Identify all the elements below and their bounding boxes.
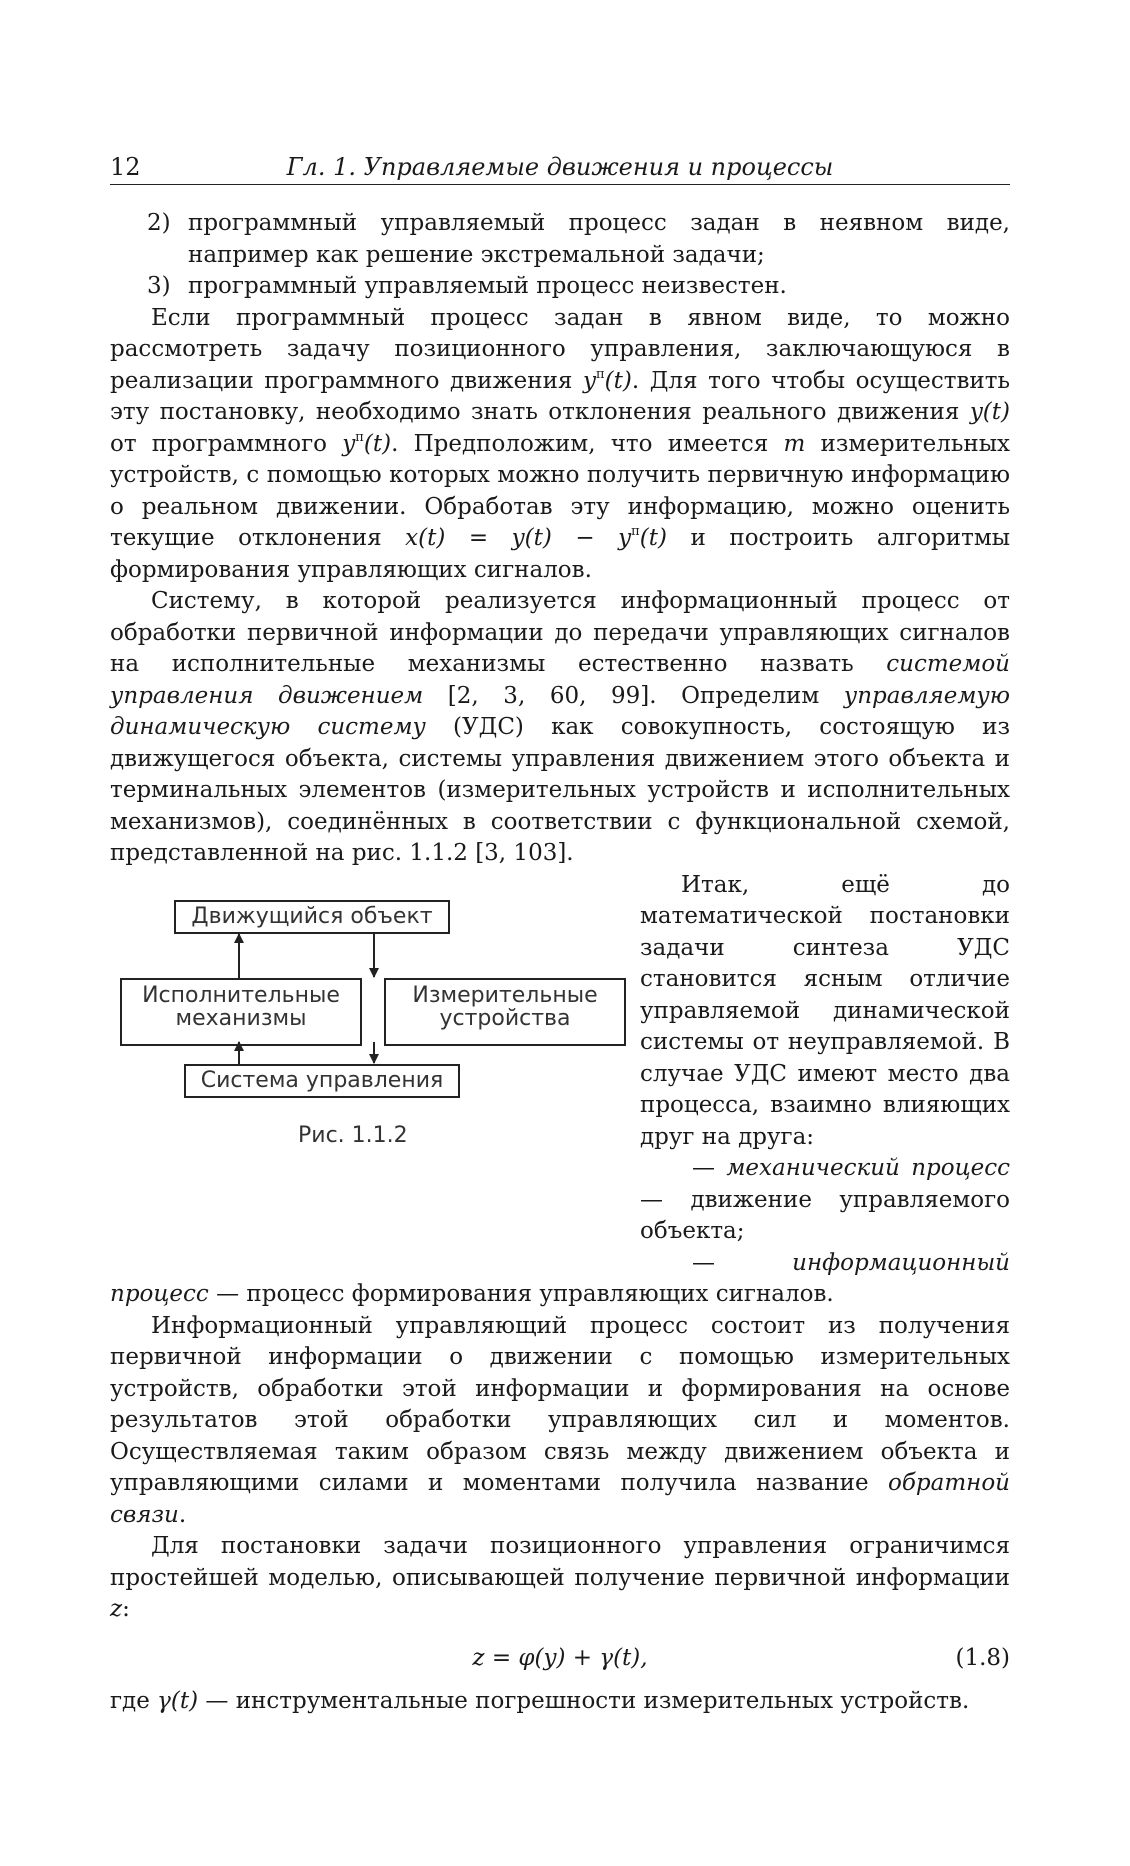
page-body bbox=[110, 208, 1010, 1717]
box-label: Измерительные bbox=[412, 982, 598, 1008]
paragraph-model bbox=[110, 1531, 1010, 1626]
text: . bbox=[178, 1501, 187, 1528]
term-emphasis: обратной связи bbox=[110, 1470, 1010, 1528]
list-item-text: программный управляемый процесс неизвестен. bbox=[188, 273, 787, 299]
term-emphasis: управляемую динамическую систему bbox=[110, 682, 1010, 740]
text: и построить алгоритмы формирования управляющих сигналов. bbox=[110, 525, 1011, 583]
dash-marker: — bbox=[692, 1249, 715, 1276]
math-symbol: y bbox=[342, 430, 356, 457]
equation-expression: z = φ(y) + γ(t), bbox=[472, 1644, 648, 1671]
arrow-down-icon bbox=[369, 968, 379, 978]
box-sensors bbox=[384, 978, 626, 1046]
arrow-up-icon bbox=[234, 1041, 244, 1051]
dash-item bbox=[110, 1248, 1010, 1311]
math-yp bbox=[342, 431, 391, 457]
math-yt: y(t) bbox=[969, 399, 1010, 425]
math-z: z bbox=[110, 1596, 123, 1622]
figure-block-diagram bbox=[110, 876, 640, 1254]
math-deviation bbox=[405, 525, 667, 551]
superscript: п bbox=[355, 429, 364, 445]
equation-1-8 bbox=[110, 1635, 1010, 1683]
superscript: п bbox=[595, 366, 605, 382]
text: . Предположим, что имеется bbox=[391, 430, 784, 457]
equation-number: (1.8) bbox=[955, 1644, 1010, 1671]
paragraph-feedback bbox=[110, 1311, 1010, 1532]
math-yp bbox=[583, 368, 632, 394]
text: — движение управляемого объекта; bbox=[640, 1186, 1010, 1244]
box-label: устройства bbox=[439, 1005, 571, 1031]
arrow-up-icon bbox=[234, 933, 244, 943]
text: где bbox=[110, 1687, 158, 1714]
math-symbol: y bbox=[582, 367, 596, 394]
figure-caption: Рис. 1.1.2 bbox=[298, 1122, 408, 1148]
paragraph-distinction: Итак, ещё до математической постановки задачи синтеза УДС становится ясным отличие управляемой динамической системы от неуправляемой. В случае УДС имеют место два процесса, взаимно влияющих друг на друга: bbox=[640, 871, 1010, 1150]
text: . Для того чтобы осуществить эту постановку, необходимо знать отклонения реального движения bbox=[110, 367, 1010, 425]
dash-marker: — bbox=[692, 1155, 715, 1181]
box-label: Исполнительные bbox=[142, 982, 340, 1008]
term-emphasis: информационный процесс bbox=[110, 1249, 1010, 1307]
list-item bbox=[110, 208, 1010, 271]
text: : bbox=[122, 1596, 130, 1622]
term-emphasis: механический процесс bbox=[726, 1155, 1011, 1181]
text: [2, 3, 60, 99]. Определим bbox=[423, 682, 844, 709]
list-item-text: программный управляемый процесс задан в неявном виде, например как решение экстремальной задачи; bbox=[188, 210, 1010, 268]
text: — инструментальные погрешности измерительных устройств. bbox=[198, 1687, 970, 1714]
text: измерительных устройств, с помощью которых можно получить первичную информацию о реальном движении. Обработав эту информацию, можно оценить текущие отклонения bbox=[110, 430, 1010, 551]
term-emphasis: системой управления движением bbox=[110, 651, 1010, 709]
page-header bbox=[110, 152, 1010, 185]
page-number: 12 bbox=[110, 153, 141, 181]
text-with-figure: (УДС) как совокупность, состоящую из движущегося объекта, системы управления движением этого объекта и терминальных элементов (измерительных устройств и исполнительных механизмов), соединённых в соответствии с функциональной схемой, представленной на рис. 1.1.2 [3, 103]. bbox=[110, 714, 1010, 866]
box-label: Движущийся объект bbox=[191, 903, 433, 929]
paragraph-program-process bbox=[110, 303, 1010, 587]
text: Для постановки задачи позиционного управления ограничимся простейшей моделью, описывающей получение первичной информации bbox=[110, 1533, 1010, 1591]
text: от программного bbox=[110, 430, 343, 457]
text: Если программный процесс задан в явном виде, то можно рассмотреть задачу позиционного управления, заключающуюся в реализации программного движения bbox=[110, 304, 1010, 394]
text: — процесс формирования управляющих сигналов. bbox=[208, 1281, 834, 1307]
box-label: Система управления bbox=[200, 1067, 444, 1093]
math-arg: (t) bbox=[639, 525, 667, 551]
math-expr: x(t) = y(t) − y bbox=[405, 525, 632, 551]
list-marker: 3) bbox=[147, 273, 171, 299]
math-gamma: γ(t) bbox=[157, 1687, 199, 1714]
list-marker: 2) bbox=[147, 210, 171, 236]
text: Информационный управляющий процесс состоит из получения первичной информации о движении с помощью измерительных устройств, обработки этой информации и формирования на основе результатов этой обработки управляющих сил и моментов. Осуществляемая таким образом связь между движением объекта и управляющими силами и моментами получила название bbox=[110, 1312, 1010, 1496]
math-arg: (t) bbox=[604, 367, 632, 394]
paragraph-errors bbox=[110, 1686, 1010, 1718]
box-moving-object bbox=[174, 900, 450, 934]
text: Систему, в которой реализуется информационный процесс от обработки первичной информации до передачи управляющих сигналов на исполнительные механизмы естественно назвать bbox=[110, 588, 1010, 677]
box-label: механизмы bbox=[175, 1005, 307, 1031]
box-actuators bbox=[120, 978, 362, 1046]
math-m: m bbox=[783, 430, 806, 457]
box-control-system bbox=[184, 1064, 460, 1098]
list-item bbox=[110, 271, 1010, 303]
running-title: Гл. 1. Управляемые движения и процессы bbox=[286, 153, 834, 181]
arrow-down-icon bbox=[369, 1054, 379, 1064]
superscript: п bbox=[631, 524, 640, 539]
paragraph-control-system bbox=[110, 586, 1010, 870]
math-arg: (t) bbox=[363, 430, 392, 457]
